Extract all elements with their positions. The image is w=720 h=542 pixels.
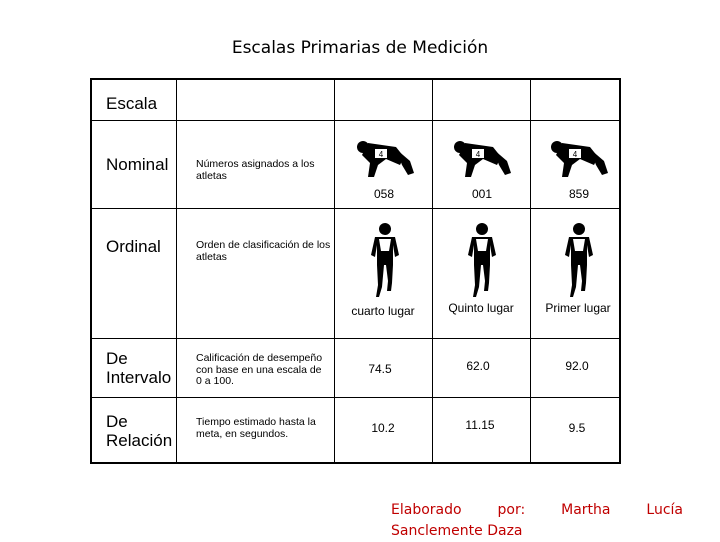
scale-description: Tiempo estimado hasta la meta, en segundos. bbox=[196, 416, 316, 440]
column-divider bbox=[432, 80, 433, 462]
column-divider bbox=[176, 80, 177, 462]
scale-name: De Relación bbox=[106, 412, 173, 450]
column-divider bbox=[334, 80, 335, 462]
runner-front-icon bbox=[464, 221, 500, 301]
table-row-ratio bbox=[92, 398, 619, 464]
nominal-value-3: 859 bbox=[568, 187, 590, 201]
svg-text:4: 4 bbox=[378, 150, 384, 159]
header-row bbox=[92, 80, 619, 121]
runner-front-icon bbox=[367, 221, 403, 301]
ordinal-value-2: Quinto lugar bbox=[448, 301, 514, 315]
ordinal-value-3: Primer lugar bbox=[545, 301, 611, 315]
scale-name: Nominal bbox=[106, 155, 169, 174]
interval-value-3: 92.0 bbox=[565, 359, 589, 373]
scale-description: Calificación de desempeño con base en una escala de 0 a 100. bbox=[196, 352, 323, 387]
nominal-value-2: 001 bbox=[471, 187, 493, 201]
scale-name: De Intervalo bbox=[106, 349, 172, 387]
sprinter-crouch-icon bbox=[544, 135, 614, 185]
table-row-nominal bbox=[92, 121, 619, 209]
table-row-interval bbox=[92, 339, 619, 398]
header-scale-label: Escala bbox=[106, 94, 158, 113]
page-title: Escalas Primarias de Medición bbox=[231, 38, 489, 58]
scale-name: Ordinal bbox=[106, 237, 161, 256]
ratio-value-3: 9.5 bbox=[568, 421, 586, 435]
scale-description: Orden de clasificación de los atletas bbox=[196, 239, 331, 263]
interval-value-2: 62.0 bbox=[466, 359, 490, 373]
scale-description: Números asignados a los atletas bbox=[196, 158, 315, 182]
sprinter-crouch-icon bbox=[447, 135, 517, 185]
credit-line-2: Sanclemente Daza bbox=[391, 523, 523, 539]
svg-text:4: 4 bbox=[475, 150, 481, 159]
ordinal-value-1: cuarto lugar bbox=[351, 304, 415, 318]
svg-text:4: 4 bbox=[572, 150, 578, 159]
table-row-ordinal bbox=[92, 209, 619, 339]
column-divider bbox=[530, 80, 531, 462]
interval-value-1: 74.5 bbox=[368, 362, 392, 376]
ratio-value-1: 10.2 bbox=[371, 421, 395, 435]
nominal-value-1: 058 bbox=[373, 187, 395, 201]
measurement-scales-table bbox=[90, 78, 621, 464]
credit-line-1: Elaborado por: Martha Lucía bbox=[391, 502, 683, 518]
ratio-value-2: 11.15 bbox=[465, 418, 495, 432]
sprinter-crouch-icon bbox=[350, 135, 420, 185]
author-credit bbox=[391, 500, 683, 542]
runner-front-icon bbox=[561, 221, 597, 301]
